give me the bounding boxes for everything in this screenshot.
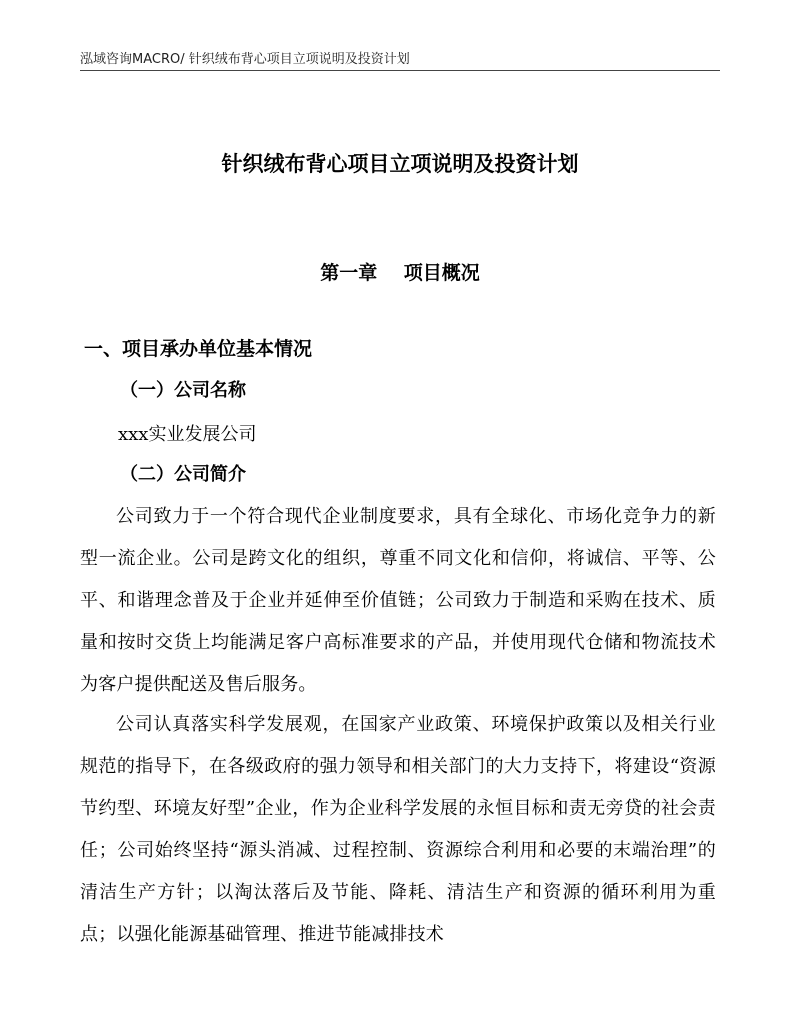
- subsection-heading-company-profile: （二）公司简介: [120, 464, 246, 485]
- chapter-heading: 第一章 项目概况: [320, 262, 480, 284]
- body-paragraph: 公司致力于一个符合现代企业制度要求，具有全球化、市场化竞争力的新型一流企业。公司是跨文化的组织，尊重不同文化和信仰，将诚信、平等、公平、和谐理念普及于企业并延伸至价值链；公司致力于制造和采购在技术、质量和按时交货上均能满足客户高标准要求的产品，并使用现代仓储和物流技术为客户提供配送及售后服务。: [80, 506, 716, 695]
- company-name-text: xxx实业发展公司: [118, 424, 257, 445]
- document-title: 针织绒布背心项目立项说明及投资计划: [221, 152, 579, 176]
- body-paragraph: 公司认真落实科学发展观，在国家产业政策、环境保护政策以及相关行业规范的指导下，在各级政府的强力领导和相关部门的大力支持下，将建设“资源节约型、环境友好型”企业，作为企业科学发展的永恒目标和责无旁贷的社会责任；公司始终坚持“源头消减、过程控制、资源综合利用和必要的末端治理”的清洁生产方针；以淘汰落后及节能、降耗、清洁生产和资源的循环利用为重点；以强化能源基础管理、推进节能减排技术: [80, 714, 716, 945]
- section-heading: 一、项目承办单位基本情况: [84, 338, 313, 360]
- header-divider: [80, 70, 720, 71]
- running-header: 泓域咨询MACRO/ 针织绒布背心项目立项说明及投资计划: [80, 52, 410, 67]
- subsection-heading-company-name: （一）公司名称: [120, 380, 246, 401]
